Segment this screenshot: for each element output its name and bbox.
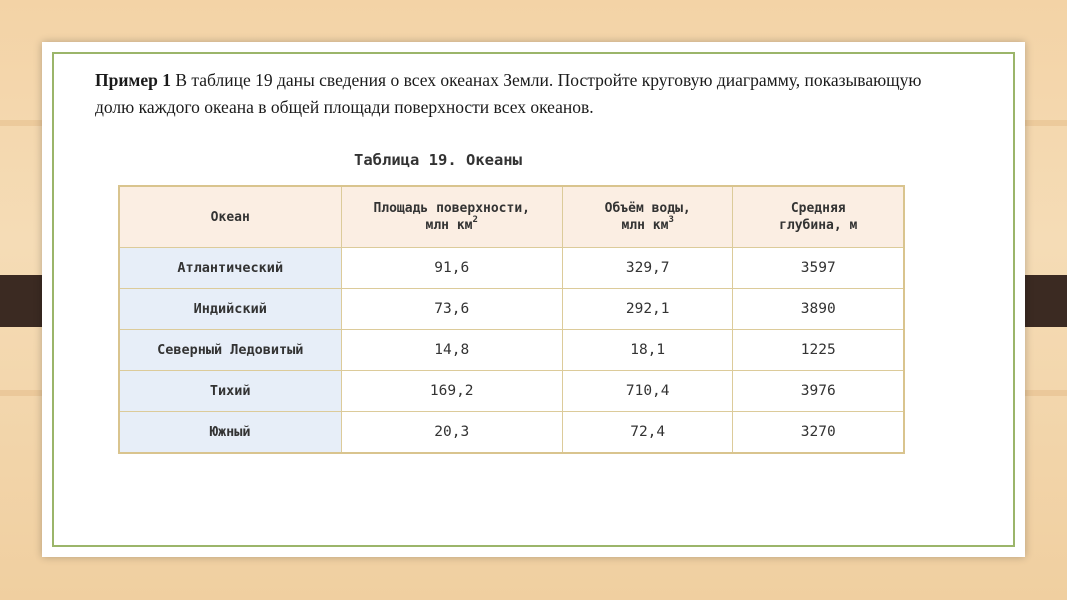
header-volume: [562, 186, 732, 248]
cell-volume: 329,7: [562, 248, 732, 289]
table-row: [119, 371, 904, 412]
table-row: [119, 289, 904, 330]
cell-ocean-name: Атлантический: [119, 248, 341, 289]
example-label: Пример 1: [95, 70, 171, 90]
intro-text: В таблице 19 даны сведения о всех океанах Земли. Постройте круговую диаграмму, показывающую долю каждого океана в общей площади поверхности всех океанов.: [95, 70, 922, 117]
header-volume-label: Объём воды,: [604, 201, 691, 216]
cell-volume: 292,1: [562, 289, 732, 330]
cell-area: 73,6: [341, 289, 562, 330]
cell-depth: 3597: [733, 248, 904, 289]
cell-depth: 1225: [733, 330, 904, 371]
table-row: [119, 248, 904, 289]
header-area-unit: млн км: [425, 218, 473, 233]
intro-paragraph: [95, 67, 955, 121]
header-ocean-label: Океан: [210, 209, 250, 225]
cell-ocean-name: Северный Ледовитый: [119, 330, 341, 371]
cell-ocean-name: Индийский: [119, 289, 341, 330]
header-depth-label: Средняя: [790, 201, 846, 216]
header-depth-unit: глубина, м: [779, 218, 858, 233]
header-area: [341, 186, 562, 248]
header-ocean: [119, 186, 341, 248]
table-caption: Таблица 19. Океаны: [354, 151, 522, 169]
cell-volume: 72,4: [562, 412, 732, 454]
header-area-label: Площадь поверхности,: [373, 201, 530, 216]
header-volume-sup: 3: [668, 214, 674, 225]
oceans-table: [118, 185, 905, 454]
cell-depth: 3976: [733, 371, 904, 412]
slide: [42, 42, 1025, 557]
cell-volume: 18,1: [562, 330, 732, 371]
cell-depth: 3270: [733, 412, 904, 454]
cell-ocean-name: Тихий: [119, 371, 341, 412]
cell-area: 14,8: [341, 330, 562, 371]
cell-volume: 710,4: [562, 371, 732, 412]
table-panel: [88, 145, 963, 472]
table-header-row: [119, 186, 904, 248]
cell-area: 169,2: [341, 371, 562, 412]
cell-depth: 3890: [733, 289, 904, 330]
table-row: [119, 330, 904, 371]
cell-area: 20,3: [341, 412, 562, 454]
cell-ocean-name: Южный: [119, 412, 341, 454]
header-volume-unit: млн км: [621, 218, 669, 233]
header-area-sup: 2: [472, 214, 478, 225]
header-depth: [733, 186, 904, 248]
cell-area: 91,6: [341, 248, 562, 289]
table-row: [119, 412, 904, 454]
